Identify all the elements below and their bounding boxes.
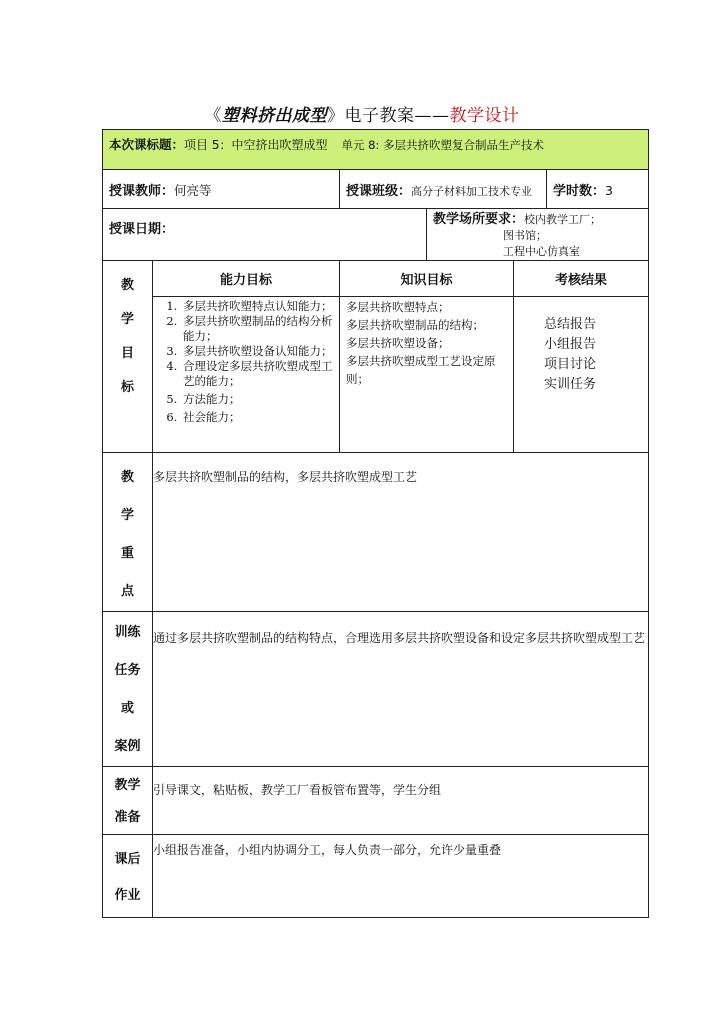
hours-value: 3 xyxy=(605,182,613,198)
venue-cell xyxy=(427,209,649,261)
homework-side-text: 作业 xyxy=(114,888,141,903)
ability-item: 5. 方法能力； xyxy=(181,392,335,407)
homework-side-label xyxy=(103,835,153,918)
ability-list xyxy=(153,299,335,425)
class-cell xyxy=(340,170,547,209)
objectives-side-label xyxy=(103,261,153,453)
title-subtitle: 教学设计 xyxy=(449,106,520,126)
venue-line-2: 图书馆； xyxy=(503,229,547,242)
objectives-content-row xyxy=(103,297,649,453)
title-quote-close: 》 xyxy=(327,106,345,126)
homework-content: 小组报告准备，小组内协调分工，每人负责一部分，允许少量重叠 xyxy=(153,835,649,918)
teacher-row xyxy=(103,170,649,209)
topic-project: 项目 5：中空挤出吹塑成型 xyxy=(184,138,328,152)
training-side-label xyxy=(103,612,153,767)
class-label: 授课班级： xyxy=(346,183,412,199)
ability-item: 3. 多层共挤吹塑设备认知能力； xyxy=(181,344,335,359)
key-points-row xyxy=(103,453,649,612)
key-points-side-label xyxy=(103,453,153,612)
training-side-text: 任务 xyxy=(114,663,141,678)
topic-cell xyxy=(103,130,649,170)
topic-row xyxy=(103,130,649,170)
knowledge-item: 多层共挤吹塑设备； xyxy=(346,336,450,350)
topic-label: 本次课标题： xyxy=(109,137,185,152)
date-label: 授课日期： xyxy=(109,222,175,237)
ability-header: 能力目标 xyxy=(153,261,340,297)
knowledge-cell xyxy=(340,297,514,453)
preparation-row xyxy=(103,767,649,835)
topic-unit: 单元 8: 多层共挤吹塑复合制品生产技术 xyxy=(341,138,544,152)
key-points-side-char: 点 xyxy=(120,584,134,599)
hours-label: 学时数： xyxy=(553,183,606,199)
knowledge-header: 知识目标 xyxy=(340,261,514,297)
date-cell xyxy=(103,209,427,261)
key-points-side-char: 学 xyxy=(120,508,134,523)
document-title xyxy=(0,101,724,126)
homework-side-text: 课后 xyxy=(114,852,141,867)
preparation-side-text: 教学 xyxy=(114,778,141,793)
ability-item: 2. 多层共挤吹塑制品的结构分析能力； xyxy=(181,314,335,344)
venue-label: 教学场所要求： xyxy=(433,212,525,227)
training-side-text: 训练 xyxy=(114,625,141,640)
hours-cell xyxy=(547,170,649,209)
key-points-content: 多层共挤吹塑制品的结构，多层共挤吹塑成型工艺 xyxy=(153,453,649,612)
ability-cell xyxy=(153,297,340,453)
objectives-side-char: 目 xyxy=(120,346,134,361)
objectives-header-row xyxy=(103,261,649,297)
teacher-cell xyxy=(103,170,340,209)
preparation-side-label xyxy=(103,767,153,835)
ability-item: 6. 社会能力； xyxy=(181,410,335,425)
ability-item: 4. 合理设定多层共挤吹塑成型工艺的能力； xyxy=(181,359,335,389)
assessment-header: 考核结果 xyxy=(514,261,649,297)
knowledge-item: 多层共挤吹塑成型工艺设定原则； xyxy=(346,354,496,386)
assessment-item: 项目讨论 xyxy=(544,357,597,372)
training-row xyxy=(103,612,649,767)
knowledge-item: 多层共挤吹塑特点； xyxy=(346,300,450,314)
assessment-item: 小组报告 xyxy=(544,337,597,352)
ability-item: 1. 多层共挤吹塑特点认知能力； xyxy=(181,299,335,314)
preparation-side-text: 准备 xyxy=(114,810,141,825)
teacher-value: 何亮等 xyxy=(174,182,212,198)
lesson-plan-table xyxy=(102,129,649,918)
title-book-name: 塑料挤出成型 xyxy=(222,106,327,126)
preparation-content: 引导课文，粘贴板，教学工厂看板管布置等，学生分组 xyxy=(153,767,649,835)
objectives-side-char: 学 xyxy=(120,312,134,327)
training-content: 通过多层共挤吹塑制品的结构特点，合理选用多层共挤吹塑设备和设定多层共挤吹塑成型工艺 xyxy=(153,612,649,767)
teacher-label: 授课教师： xyxy=(109,183,175,199)
venue-line-1: 校内教学工厂； xyxy=(524,213,602,226)
title-middle: 电子教案—— xyxy=(344,106,450,126)
training-side-text: 案例 xyxy=(114,739,141,754)
key-points-side-char: 教 xyxy=(120,470,134,485)
objectives-side-char: 标 xyxy=(120,380,134,395)
training-side-text: 或 xyxy=(120,701,134,716)
assessment-cell xyxy=(514,297,649,453)
date-row xyxy=(103,209,649,261)
venue-line-3: 工程中心仿真室 xyxy=(503,245,580,258)
homework-row xyxy=(103,835,649,918)
assessment-item: 总结报告 xyxy=(544,317,597,332)
objectives-side-char: 教 xyxy=(120,278,134,293)
knowledge-item: 多层共挤吹塑制品的结构； xyxy=(346,318,484,332)
title-quote-open: 《 xyxy=(204,106,222,126)
key-points-side-char: 重 xyxy=(120,546,134,561)
assessment-item: 实训任务 xyxy=(544,377,597,392)
class-value: 高分子材料加工技术专业 xyxy=(411,184,533,198)
